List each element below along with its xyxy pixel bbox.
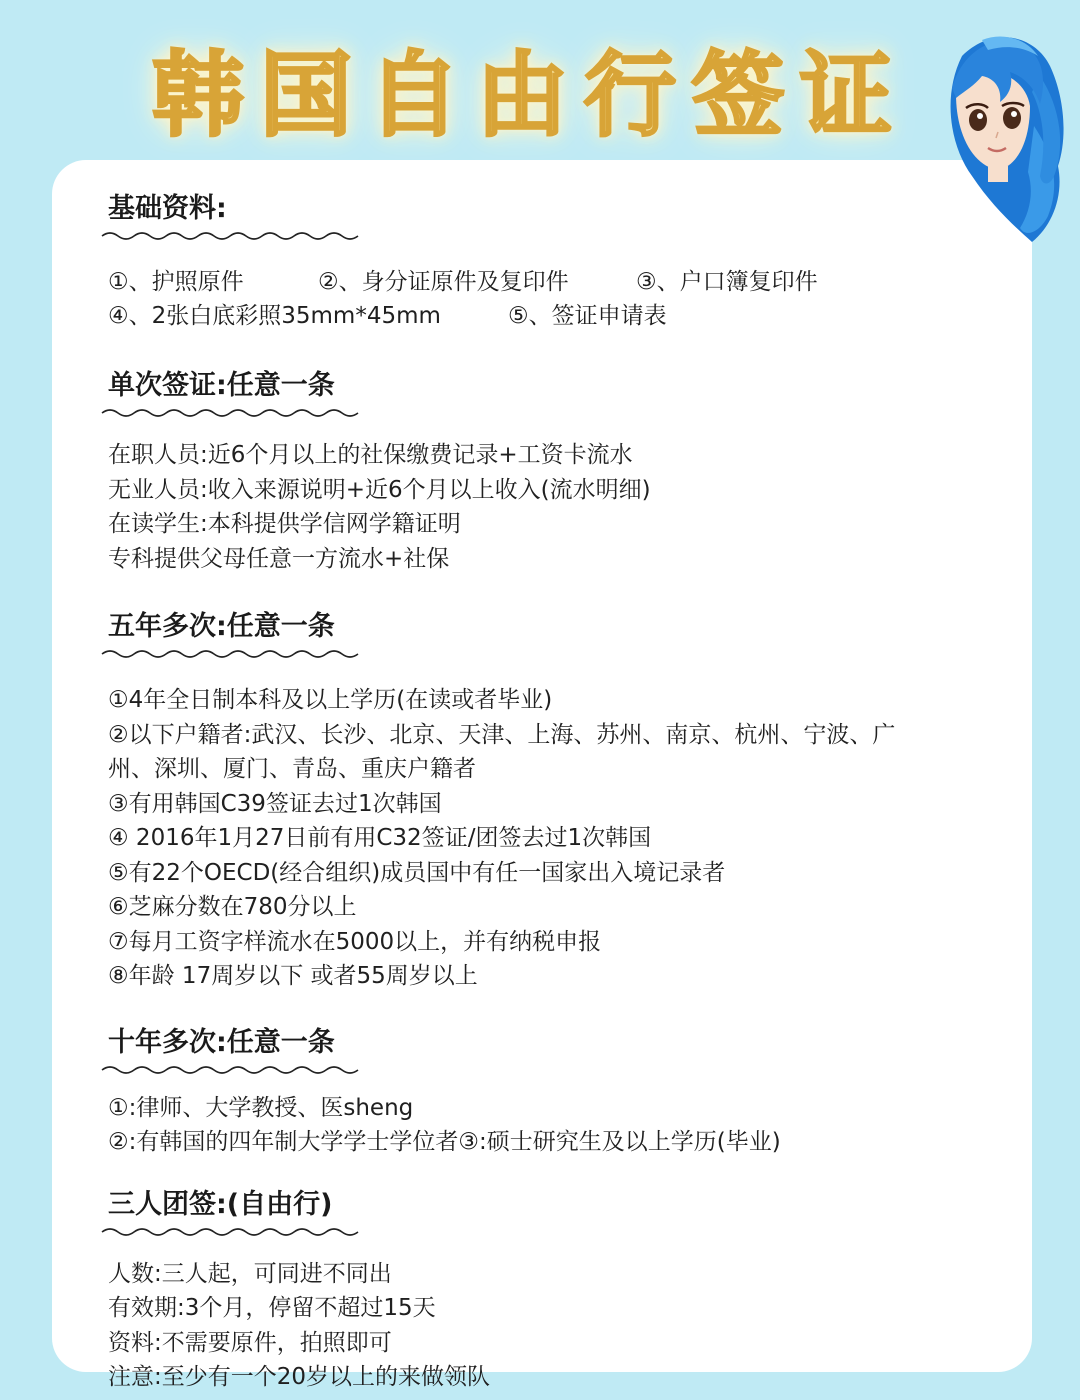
- section-ten-year: [108, 1016, 984, 1160]
- list-item: 注意:至少有一个20岁以上的来做领队: [108, 1364, 491, 1390]
- list-item: 州、深圳、厦门、青岛、重庆户籍者: [108, 756, 476, 782]
- list-item: ⑤有22个OECD(经合组织)成员国中有任一国家出入境记录者: [108, 859, 726, 886]
- list-item: 在读学生:本科提供学信网学籍证明: [108, 511, 461, 537]
- list-item: ⑧年龄 17周岁以下 或者55周岁以上: [108, 963, 478, 989]
- list-item: 有效期:3个月，停留不超过15天: [108, 1295, 436, 1321]
- list-item: ②以下户籍者:武汉、长沙、北京、天津、上海、苏州、南京、杭州、宁波、广: [108, 721, 896, 748]
- section-heading: 单次签证:任意一条: [108, 370, 335, 401]
- list-item: ①4年全日制本科及以上学历(在读或者毕业): [108, 687, 553, 713]
- section-single: [108, 359, 984, 576]
- avatar-girl-blue-hair-icon: [922, 16, 1072, 246]
- list-item: ④、2张白底彩照35mm*45mm: [108, 303, 441, 329]
- list-item: 无业人员:收入来源说明+近6个月以上收入(流水明细): [108, 476, 651, 503]
- list-item: ⑥芝麻分数在780分以上: [108, 894, 357, 920]
- list-item: 人数:三人起，可同进不同出: [108, 1260, 392, 1287]
- list-item: ①、护照原件: [108, 269, 244, 295]
- basic-row-2: [108, 299, 984, 333]
- section-heading: 三人团签:(自由行): [108, 1188, 333, 1220]
- section-heading: 五年多次:任意一条: [108, 611, 335, 642]
- section-heading: 十年多次:任意一条: [108, 1026, 335, 1058]
- list-item: ④ 2016年1月27日前有用C32签证/团签去过1次韩国: [108, 825, 652, 851]
- list-item: ②、身分证原件及复印件: [318, 269, 569, 295]
- section-basic: [108, 182, 984, 333]
- content-card: [52, 160, 1032, 1390]
- list-item: ③有用韩国C39签证去过1次韩国: [108, 790, 442, 817]
- list-item: ①:律师、大学教授、医sheng: [108, 1094, 414, 1121]
- list-item: 在职人员:近6个月以上的社保缴费记录+工资卡流水: [108, 442, 633, 468]
- basic-row-1: [108, 265, 984, 299]
- list-item: ③、户口簿复印件: [636, 269, 818, 295]
- list-item: ⑦每月工资字样流水在5000以上，并有纳税申报: [108, 928, 602, 955]
- section-group: [108, 1178, 984, 1395]
- section-five-year: [108, 600, 984, 994]
- list-item: 资料:不需要原件，拍照即可: [108, 1329, 392, 1356]
- list-item: ⑤、签证申请表: [508, 303, 667, 329]
- section-heading: 基础资料:: [108, 193, 227, 224]
- list-item: ②:有韩国的四年制大学学士学位者③:硕士研究生及以上学历(毕业): [108, 1129, 781, 1155]
- list-item: 专科提供父母任意一方流水+社保: [108, 545, 450, 572]
- page-title: 韩国自由行签证: [151, 42, 908, 149]
